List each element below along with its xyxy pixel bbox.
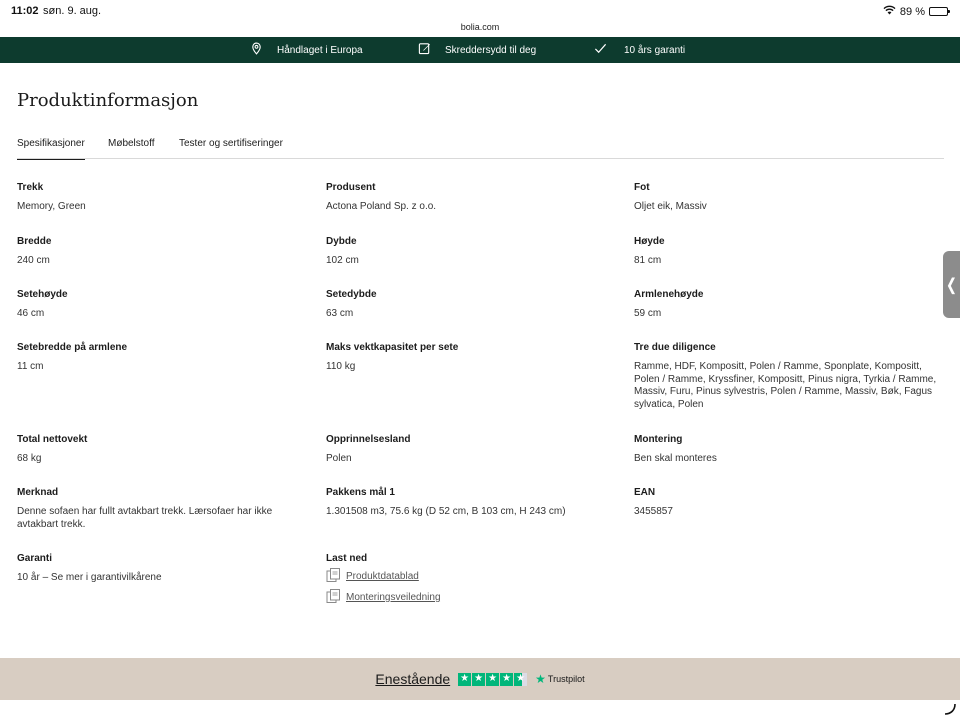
half-star-icon: ★ [514,673,527,686]
status-indicators [883,5,948,18]
trustpilot-star-icon: ★ [535,672,546,686]
star-icon: ★ [486,673,499,686]
spec-label: Produsent [326,182,376,193]
spec-value: 68 kg [17,453,42,464]
spec-label: Trekk [17,182,44,193]
spec-label: Last ned [326,553,368,564]
battery-percentage: 89 % [899,5,925,18]
wifi-icon [883,5,896,18]
spec-setebredde [17,342,317,374]
spec-label: Opprinnelsesland [326,434,411,445]
spec-value: Ben skal monteres [634,453,717,464]
spec-label: Armlenehøyde [634,289,704,300]
spec-value: 102 cm [326,255,359,266]
spec-dybde [326,236,626,268]
download-assembly-guide[interactable] [326,589,626,606]
download-label[interactable]: Produktdatablad [346,571,419,582]
spec-label: Setehøyde [17,289,68,300]
trustpilot-rating-word[interactable]: Enestående [375,671,451,687]
spec-tre-due-diligence [634,342,944,411]
spec-label: Maks vektkapasitet per sete [326,342,459,353]
usp-banner [0,37,960,63]
spec-pakkens-mal [326,487,626,519]
checkmark-icon [594,42,607,58]
spec-last-ned [326,553,626,606]
spec-label: Total nettovekt [17,434,88,445]
spec-value: Memory, Green [17,201,86,212]
trustpilot-logo [535,672,584,686]
product-info-tabs [17,138,944,159]
spec-value: 240 cm [17,255,50,266]
spec-label: Høyde [634,236,665,247]
url-label[interactable]: bolia.com [460,22,500,32]
usp-label: 10 års garanti [624,44,686,56]
document-icon [326,589,341,606]
tab-upholstery[interactable]: Møbelstoff [108,138,155,149]
spec-value: 110 kg [326,361,356,372]
spec-nettovekt [17,434,317,466]
spec-label: Montering [634,434,683,445]
spec-bredde [17,236,317,268]
spec-value: Polen [326,453,352,464]
tab-tests-certifications[interactable]: Tester og sertifiseringer [179,138,283,149]
spec-armlenehoyde [634,289,934,321]
spec-label: Fot [634,182,650,193]
spec-label: Dybde [326,236,357,247]
spec-garanti [17,553,317,585]
tab-specifications[interactable]: Spesifikasjoner [17,138,85,159]
spec-value: 46 cm [17,308,45,319]
trustpilot-bar[interactable] [0,658,960,700]
star-icon: ★ [500,673,513,686]
battery-icon [929,7,948,16]
usp-label: Skreddersydd til deg [445,44,537,56]
spec-label: Setedybde [326,289,377,300]
spec-value: 63 cm [326,308,354,319]
star-icon: ★ [458,673,471,686]
spec-value: Oljet eik, Massiv [634,201,707,212]
spec-label: Bredde [17,236,52,247]
location-pin-icon [250,42,263,58]
spec-value: 11 cm [17,361,44,372]
page-title: Produktinformasjon [17,90,199,111]
spec-value: 1.301508 m3, 75.6 kg (D 52 cm, B 103 cm, H 243 cm) [326,506,566,517]
star-icon: ★ [472,673,485,686]
spec-produsent [326,182,626,214]
download-label[interactable]: Monteringsveiledning [346,592,441,603]
spec-label: Garanti [17,553,53,564]
status-time: 11:02 [11,5,39,17]
spec-label: EAN [634,487,656,498]
resize-corner-icon [944,702,956,718]
spec-montering [634,434,934,466]
download-product-datasheet[interactable] [326,568,626,585]
status-date: søn. 9. aug. [43,5,102,17]
spec-setedybde [326,289,626,321]
spec-value: 81 cm [634,255,662,266]
spec-setehoyde [17,289,317,321]
spec-ean [634,487,934,519]
chevron-left-icon: ❬ [944,276,959,294]
spec-label: Merknad [17,487,59,498]
spec-label: Pakkens mål 1 [326,487,395,498]
spec-hoyde [634,236,934,268]
usp-item-handmade [250,37,363,63]
usp-item-tailored [418,37,536,63]
spec-opprinnelsesland [326,434,626,466]
status-bar [0,0,960,32]
spec-label: Setebredde på armlene [17,342,128,353]
spec-vektkapasitet [326,342,626,374]
spec-value: 10 år – Se mer i garantivilkårene [17,572,162,583]
spec-value: Denne sofaen har fullt avtakbart trekk. Lærsofaer har ikke avtakbart trekk. [17,506,273,530]
document-icon [326,568,341,585]
trustpilot-brand: Trustpilot [547,674,585,684]
spec-fot [634,182,934,214]
usp-item-warranty [594,37,685,63]
trustpilot-stars [458,673,527,686]
spec-merknad [17,487,307,531]
side-panel-handle[interactable] [943,251,960,318]
spec-value: Ramme, HDF, Kompositt, Polen / Ramme, Sponplate, Kompositt, Polen / Ramme, Kryssfiner, Kompositt, Pinus nigra, Tyrkia / Ramme, Massiv, Furu, Pinus sylvestris, Polen / Ramme, Massiv, Bøk, Fagus sylvatica, Polen [634,361,937,410]
edit-icon [418,42,431,58]
spec-value: 3455857 [634,506,673,517]
spec-label: Tre due diligence [634,342,716,353]
spec-value: Actona Poland Sp. z o.o. [326,201,437,212]
spec-trekk [17,182,317,214]
spec-value: 59 cm [634,308,662,319]
usp-label: Håndlaget i Europa [277,44,363,56]
